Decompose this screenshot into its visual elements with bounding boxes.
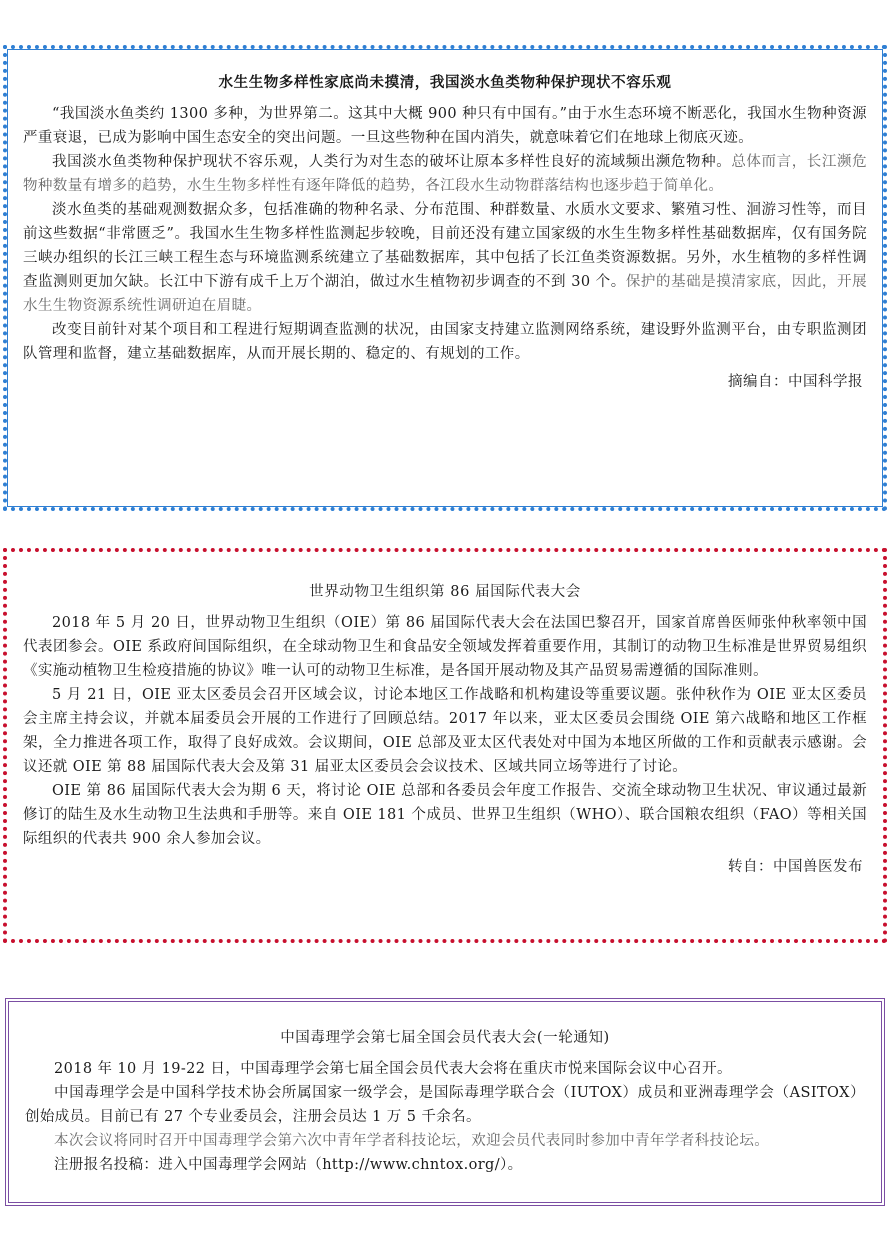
paragraph bbox=[23, 198, 867, 318]
text: 我国淡水鱼类物种保护现状不容乐观，人类行为对生态的破坏让原本多样性良好的流域频出濒危物种。 bbox=[52, 154, 732, 170]
paragraph: 中国毒理学会是中国科学技术协会所属国家一级学会，是国际毒理学联合会（IUTOX）成员和亚洲毒理学会（ASITOX）创始成员。目前已有 27 个专业委员会，注册会员达 1 万 5 千余名。 bbox=[25, 1085, 865, 1125]
article-box-toxicology-congress bbox=[5, 998, 885, 1206]
article-title: 水生生物多样性家底尚未摸清，我国淡水鱼类物种保护现状不容乐观 bbox=[218, 74, 672, 91]
article-source: 摘编自：中国科学报 bbox=[728, 374, 863, 390]
article-title: 世界动物卫生组织第 86 届国际代表大会 bbox=[309, 584, 581, 600]
paragraph: 改变目前针对某个项目和工程进行短期调查监测的状况，由国家支持建立监测网络系统，建设野外监测平台，由专职监测团队管理和监督，建立基础数据库，从而开展长期的、稳定的、有规划的工作。 bbox=[23, 322, 867, 362]
quote-text: “我国淡水鱼类约 1300 多种，为世界第二。这其中大概 900 种只有中国有。” bbox=[52, 106, 568, 122]
article-box-oie-congress bbox=[3, 548, 887, 943]
paragraph bbox=[23, 150, 867, 198]
paragraph bbox=[23, 102, 867, 150]
paragraph: 5 月 21 日，OIE 亚太区委员会召开区域会议，讨论本地区工作战略和机构建设等重要议题。张仲秋作为 OIE 亚太区委员会主席主持会议，并就本届委员会开展的工作进行了回顾总结。2017 年以来，亚太区委员会围绕 OIE 第六战略和地区工作框架，全力推进各项工作，取得了良好成效。会议期间，OIE 总部及亚太区代表处对中国为本地区所做的工作和贡献表示感谢。会议还就 OIE 第 88 届国际代表大会及第 31 届亚太区委员会会议技术、区域共同立场等进行了讨论。 bbox=[23, 687, 867, 775]
gray-text: 总体而言，长江濒危物种数量有增多的趋势，水生生物多样性有逐年降低的趋势，各江段水生动物群落结构也逐步趋于简单化。 bbox=[23, 154, 867, 194]
text: 由于水生态环境不断恶化，我国水生物种资源严重衰退，已成为影响中国生态安全的突出问题。一旦这些物种在国内消失，就意味着它们在地球上彻底灭迹。 bbox=[23, 106, 867, 146]
paragraph: 2018 年 10 月 19-22 日，中国毒理学会第七届全国会员代表大会将在重庆市悦来国际会议中心召开。 bbox=[54, 1061, 732, 1077]
text: 淡水鱼类的基础观测数据众多，包括准确的物种名录、分布范围、种群数量、水质水文要求、繁殖习性、洄游习性等，而目前这些数据“非常匮乏”。我国水生生物多样性监测起步较晚，目前还没有建立国家级的水生生物多样性基础数据库，仅有国务院三峡办组织的长江三峡工程生态与环境监测系统建立了基础数据库，其中包括了长江鱼类资源数据。另外，水生植物的多样性调查监测则更加欠缺。长江中下游有成千上万个湖泊，做过水生植物初步调查的不到 30 个。 bbox=[23, 202, 867, 290]
article-title: 中国毒理学会第七届全国会员代表大会(一轮通知) bbox=[280, 1030, 610, 1046]
gray-text: 保护的基础是摸清家底，因此，开展水生生物资源系统性调研迫在眉睫。 bbox=[23, 274, 868, 314]
paragraph-registration: 注册报名投稿：进入中国毒理学会网站（http://www.chntox.org/）。 bbox=[54, 1157, 523, 1173]
paragraph: OIE 第 86 届国际代表大会为期 6 天，将讨论 OIE 总部和各委员会年度工作报告、交流全球动物卫生状况、审议通过最新修订的陆生及水生动物卫生法典和手册等。来自 OIE 181 个成员、世界卫生组织（WHO）、联合国粮农组织（FAO）等相关国际组织的代表共 900 余人参加会议。 bbox=[23, 783, 867, 847]
paragraph-gray: 本次会议将同时召开中国毒理学会第六次中青年学者科技论坛，欢迎会员代表同时参加中青年学者科技论坛。 bbox=[54, 1133, 770, 1149]
paragraph: 2018 年 5 月 20 日，世界动物卫生组织（OIE）第 86 届国际代表大会在法国巴黎召开，国家首席兽医师张仲秋率领中国代表团参会。OIE 系政府间国际组织，在全球动物卫生和食品安全领域发挥着重要作用，其制订的动物卫生标准是世界贸易组织《实施动植物卫生检疫措施的协议》唯一认可的动物卫生标准，是各国开展动物及其产品贸易需遵循的国际准则。 bbox=[23, 615, 867, 679]
article-source: 转自：中国兽医发布 bbox=[728, 859, 863, 875]
article-box-aquatic-biodiversity bbox=[3, 45, 887, 511]
